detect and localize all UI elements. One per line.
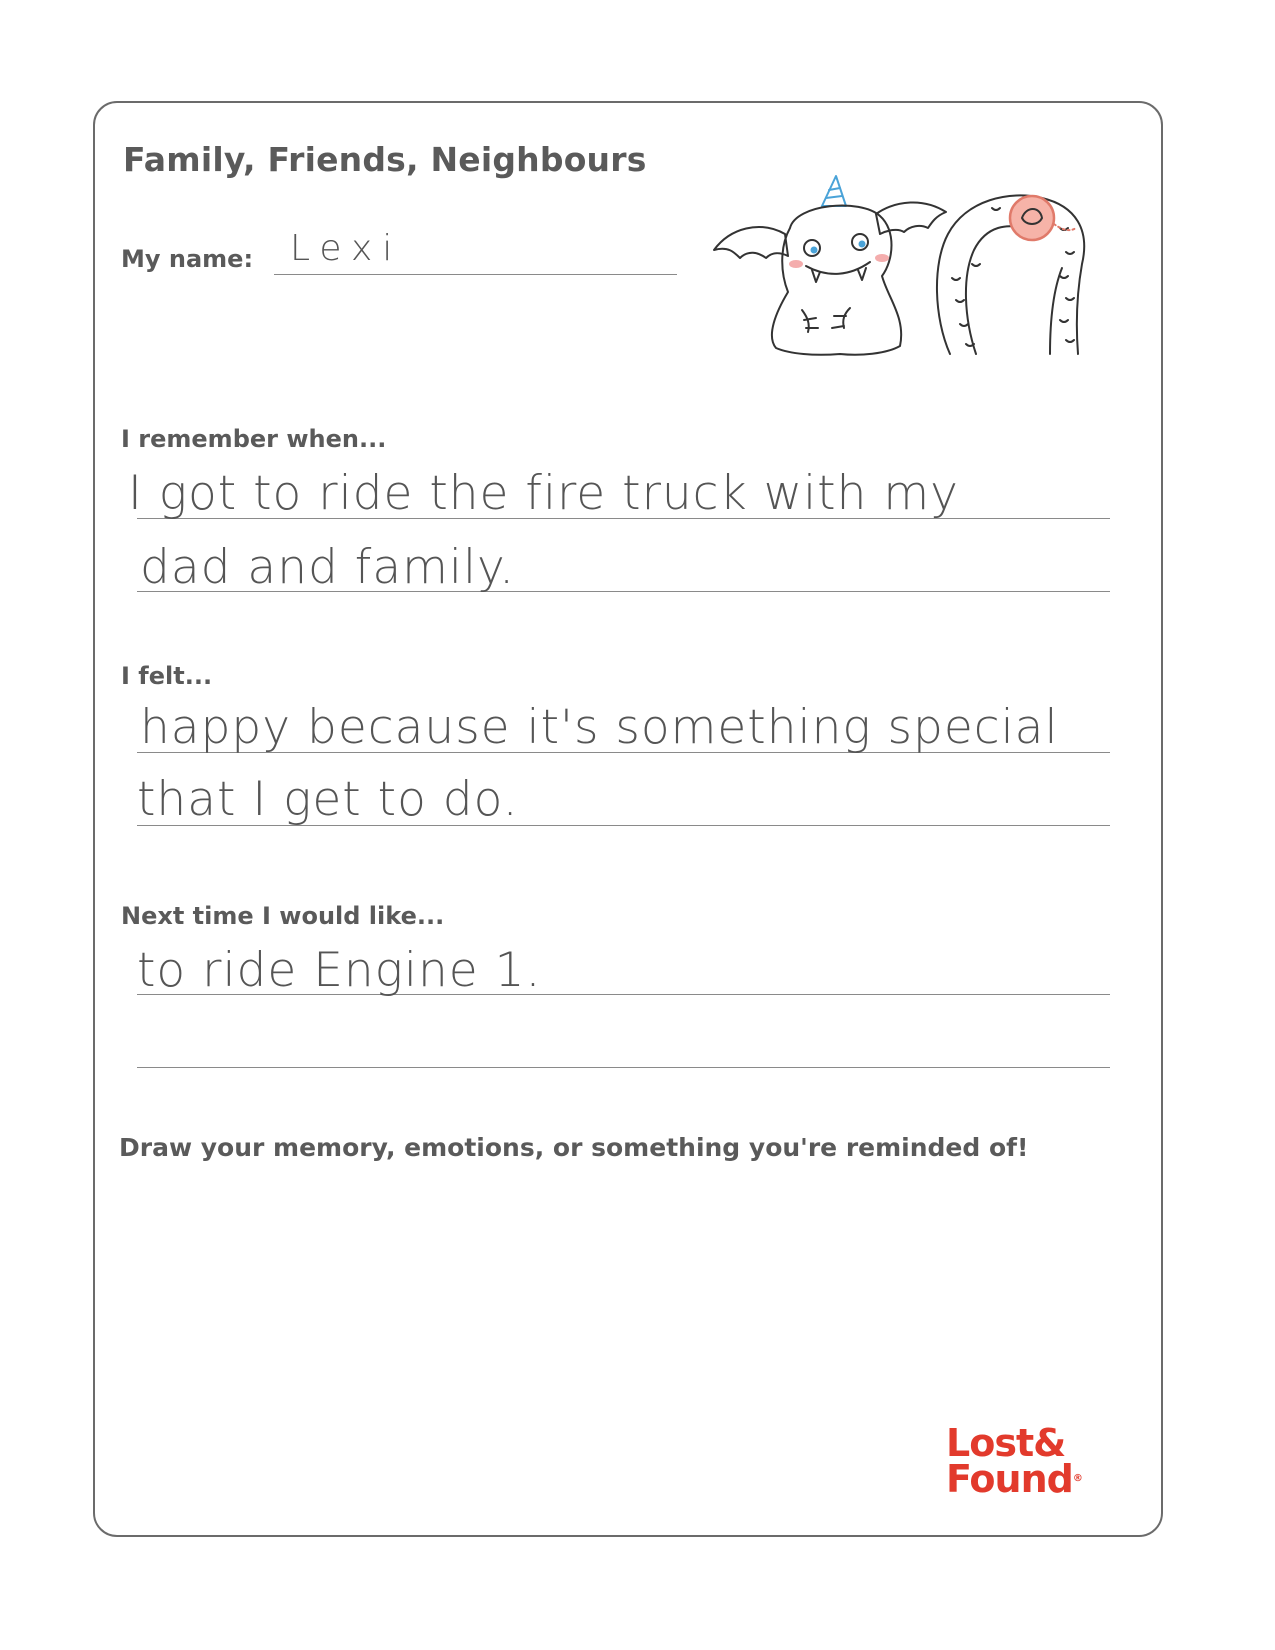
draw-prompt: Draw your memory, emotions, or something you're reminded of! — [119, 1133, 1029, 1162]
next-time-answer-line-1[interactable]: to ride Engine 1. — [137, 943, 542, 998]
felt-answer-line-2[interactable]: that I get to do. — [137, 772, 519, 827]
next-time-label: Next time I would like... — [121, 902, 445, 930]
logo-line-1: Lost& — [946, 1421, 1066, 1465]
registered-mark: ® — [1072, 1473, 1083, 1484]
winged-unicorn-monster-icon — [714, 176, 946, 355]
name-line — [274, 274, 677, 275]
remember-label: I remember when... — [121, 425, 387, 453]
monster-illustration — [710, 168, 1130, 378]
remember-answer-line-2[interactable]: dad and family. — [140, 540, 516, 595]
worksheet-title: Family, Friends, Neighbours — [123, 140, 647, 179]
logo-line-2: Found® — [946, 1457, 1083, 1501]
name-label: My name: — [121, 245, 254, 273]
remember-answer-line-1[interactable]: I got to ride the fire truck with my — [128, 466, 959, 521]
lost-and-found-logo — [946, 1421, 1083, 1501]
felt-label: I felt... — [121, 662, 213, 690]
felt-answer-line-1[interactable]: happy because it's something special — [140, 700, 1059, 755]
next-time-line-2 — [137, 1067, 1110, 1068]
tentacle-monocle-monster-icon — [937, 195, 1084, 354]
name-value[interactable]: Lexi — [290, 228, 403, 269]
